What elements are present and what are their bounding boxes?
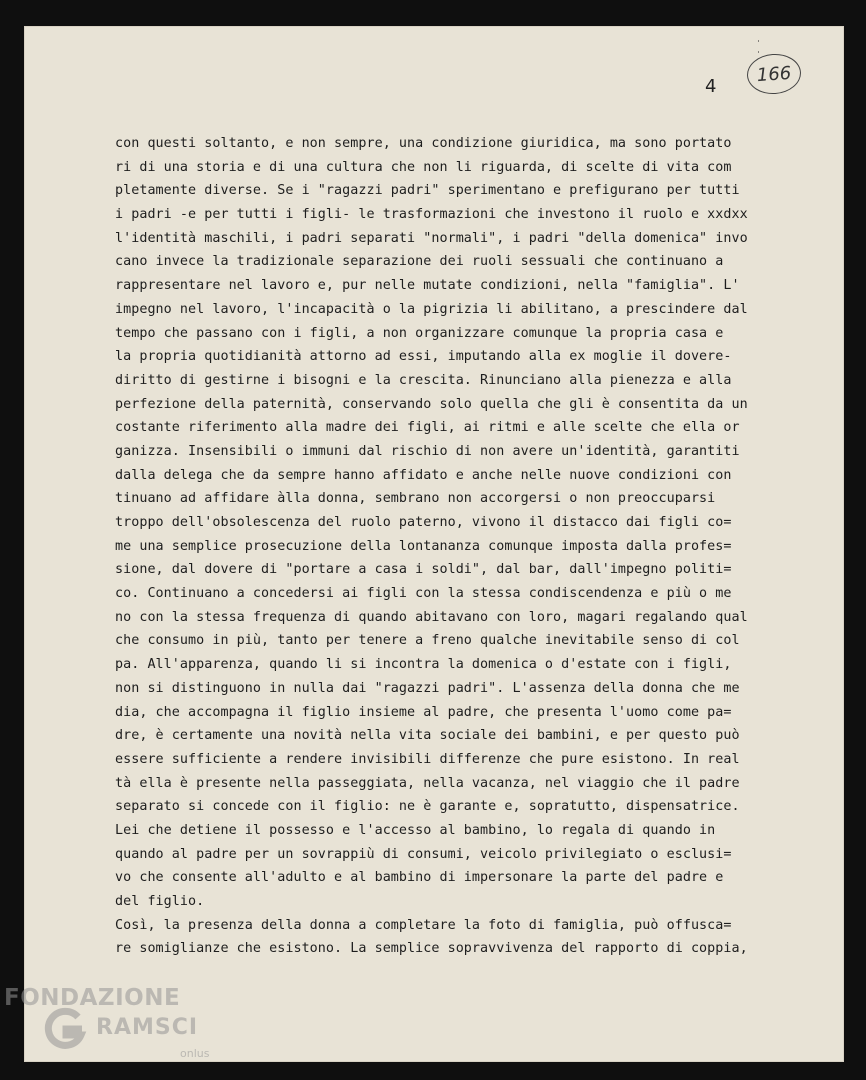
text-line: Così, la presenza della donna a completare la foto di famiglia, può offusca= bbox=[115, 917, 732, 933]
text-line: me una semplice prosecuzione della lontananza comunque imposta dalla profes= bbox=[115, 538, 732, 554]
text-line: del figlio. bbox=[115, 894, 205, 909]
page-number: 4 bbox=[705, 76, 717, 97]
text-line: vo che consente all'adulto e al bambino di impersonare la parte del padre e bbox=[115, 870, 724, 886]
text-line: la propria quotidianità attorno ad essi, imputando alla ex moglie il dovere- bbox=[115, 349, 732, 365]
text-line: diritto di gestirne i bisogni e la crescita. Rinunciano alla pienezza e alla bbox=[115, 372, 732, 388]
watermark-line2: RAMSCI bbox=[96, 1015, 199, 1040]
text-line: l'identità maschili, i padri separati "normali", i padri "della domenica" invo bbox=[115, 230, 748, 246]
text-line: i padri -e per tutti i figli- le trasformazioni che investono il ruolo e xxdxx bbox=[115, 207, 748, 223]
text-line: Lei che detiene il possesso e l'accesso al bambino, lo regala di quando in bbox=[115, 822, 716, 838]
text-line: tà ella è presente nella passeggiata, nella vacanza, nel viaggio che il padre bbox=[115, 775, 740, 791]
watermark-line1: FONDAZIONE bbox=[4, 985, 181, 1011]
text-line: separato si concede con il figlio: ne è garante e, sopratutto, dispensatrice. bbox=[115, 799, 740, 815]
text-line: non si distinguono in nulla dai "ragazzi padri". L'assenza della donna che me bbox=[115, 680, 740, 696]
text-line: dre, è certamente una novità nella vita sociale dei bambini, e per questo può bbox=[115, 728, 740, 744]
text-line: co. Continuano a concedersi ai figli con la stessa condiscendenza e più o me bbox=[115, 586, 732, 602]
typed-text-body bbox=[115, 132, 755, 961]
punch-marks: ˙ ˙ bbox=[756, 40, 801, 62]
text-line: ganizza. Insensibili o immuni dal rischio di non avere un'identità, garantiti bbox=[115, 443, 740, 459]
text-line: dalla delega che da sempre hanno affidato e anche nelle nuove condizioni con bbox=[115, 467, 732, 483]
watermark-suffix: onlus bbox=[180, 1047, 210, 1060]
text-line: ri di una storia e di una cultura che non li riguarda, di scelte di vita com bbox=[115, 159, 732, 175]
archive-number: 166 bbox=[756, 62, 792, 86]
text-line: essere sufficiente a rendere invisibili differenze che pure esistono. In real bbox=[115, 751, 740, 767]
text-line: pletamente diverse. Se i "ragazzi padri" sperimentano e prefigurano per tutti bbox=[115, 183, 740, 199]
text-line: con questi soltanto, e non sempre, una condizione giuridica, ma sono portato bbox=[115, 136, 732, 151]
text-line: dia, che accompagna il figlio insieme al padre, che presenta l'uomo come pa= bbox=[115, 704, 732, 720]
text-line: che consumo in più, tanto per tenere a freno qualche inevitabile senso di col bbox=[115, 633, 740, 649]
text-line: tinuano ad affidare àlla donna, sembrano non accorgersi o non preoccuparsi bbox=[115, 491, 716, 507]
text-line: costante riferimento alla madre dei figli, ai ritmi e alle scelte che ella or bbox=[115, 420, 740, 436]
text-line: no con la stessa frequenza di quando abitavano con loro, magari regalando qual bbox=[115, 609, 748, 625]
text-line: perfezione della paternità, conservando solo quella che gli è consentita da un bbox=[115, 396, 748, 412]
text-line: troppo dell'obsolescenza del ruolo paterno, vivono il distacco dai figli co= bbox=[115, 515, 732, 530]
text-line: pa. All'apparenza, quando li si incontra la domenica o d'estate con i figli, bbox=[115, 657, 732, 673]
text-line: quando al padre per un sovrappiù di consumi, veicolo privilegiato o esclusi= bbox=[115, 846, 732, 862]
text-line: re somiglianze che esistono. La semplice sopravvivenza del rapporto di coppia, bbox=[115, 941, 748, 957]
text-line: impegno nel lavoro, l'incapacità o la pigrizia li abilitano, a prescindere dal bbox=[115, 301, 748, 317]
text-line: tempo che passano con i figli, a non organizzare comunque la propria casa e bbox=[115, 325, 724, 341]
text-line: cano invece la tradizionale separazione dei ruoli sessuali che continuano a bbox=[115, 254, 724, 270]
text-line: sione, dal dovere di "portare a casa i soldi", dal bar, dall'impegno politi= bbox=[115, 562, 732, 578]
text-line: rappresentare nel lavoro e, pur nelle mutate condizioni, nella "famiglia". L' bbox=[115, 278, 740, 294]
